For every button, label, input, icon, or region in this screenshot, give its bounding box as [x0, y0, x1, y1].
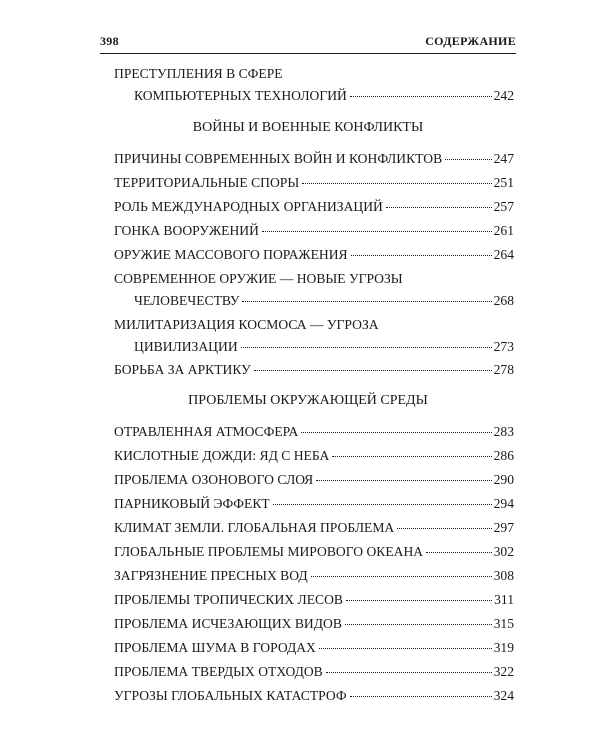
dot-leader — [311, 575, 492, 577]
toc-page-ref: 302 — [493, 544, 514, 559]
toc-entry[interactable] — [114, 424, 514, 440]
toc-page-ref: 322 — [493, 664, 514, 679]
dot-leader — [397, 527, 491, 529]
toc-entry-title: ОРУЖИЕ МАССОВОГО ПОРАЖЕНИЯ — [114, 247, 348, 262]
toc-entry-line1 — [114, 271, 514, 287]
dot-leader — [351, 254, 492, 256]
dot-leader — [386, 206, 492, 208]
toc-entry-top-line1 — [114, 66, 514, 82]
toc-entry-title: ПАРНИКОВЫЙ ЭФФЕКТ — [114, 496, 270, 511]
toc-entry[interactable] — [134, 339, 514, 355]
toc-page-ref: 308 — [493, 568, 514, 583]
toc-page-ref: 261 — [493, 223, 514, 238]
dot-leader — [273, 503, 492, 505]
toc-page-ref: 297 — [493, 520, 514, 535]
toc-entry[interactable] — [114, 448, 514, 464]
toc-entry[interactable] — [114, 151, 514, 167]
toc-entry[interactable] — [114, 175, 514, 191]
dot-leader — [426, 551, 491, 553]
toc-page-ref: 247 — [493, 151, 514, 166]
dot-leader — [301, 431, 491, 433]
dot-leader — [241, 346, 492, 348]
toc-entry-title: ПРОБЛЕМА ТВЕРДЫХ ОТХОДОВ — [114, 664, 323, 679]
toc-entry-title: УГРОЗЫ ГЛОБАЛЬНЫХ КАТАСТРОФ — [114, 688, 347, 703]
toc-entry-title: ПРИЧИНЫ СОВРЕМЕННЫХ ВОЙН И КОНФЛИКТОВ — [114, 151, 443, 166]
toc-entry-title: КИСЛОТНЫЕ ДОЖДИ: ЯД С НЕБА — [114, 448, 330, 463]
dot-leader — [350, 695, 492, 697]
dot-leader — [346, 599, 492, 601]
toc-entry-title: БОРЬБА ЗА АРКТИКУ — [114, 362, 251, 377]
dot-leader — [445, 158, 491, 160]
toc-entry-line1 — [114, 317, 514, 333]
toc-entry-title: ПРОБЛЕМЫ ТРОПИЧЕСКИХ ЛЕСОВ — [114, 592, 343, 607]
toc-page-ref: 278 — [493, 362, 514, 377]
toc-page-ref: 251 — [493, 175, 514, 190]
toc-entry[interactable] — [114, 223, 514, 239]
toc-page-ref: 311 — [494, 592, 514, 607]
toc-page-ref: 324 — [493, 688, 514, 703]
toc-entry-title: ПРОБЛЕМА ОЗОНОВОГО СЛОЯ — [114, 472, 314, 487]
toc-entry[interactable] — [114, 568, 514, 584]
toc-entry[interactable] — [114, 640, 514, 656]
section-heading-environment: ПРОБЛЕМЫ ОКРУЖАЮЩЕЙ СРЕДЫ — [188, 393, 428, 408]
toc-entry-title: ПРОБЛЕМА ИСЧЕЗАЮЩИХ ВИДОВ — [114, 616, 342, 631]
dot-leader — [319, 647, 492, 649]
running-header — [100, 34, 516, 49]
toc-entry-title: ПРОБЛЕМА ШУМА В ГОРОДАХ — [114, 640, 316, 655]
toc-entry-title: КЛИМАТ ЗЕМЛИ. ГЛОБАЛЬНАЯ ПРОБЛЕМА — [114, 520, 395, 535]
toc-entry[interactable] — [114, 362, 514, 378]
toc-entry-title: ТЕРРИТОРИАЛЬНЫЕ СПОРЫ — [114, 175, 300, 190]
toc-entry-title-cont: ЦИВИЛИЗАЦИИ — [134, 339, 238, 354]
toc-page-ref: 264 — [493, 247, 514, 262]
toc-page-ref: 257 — [493, 199, 514, 214]
toc-page-ref: 268 — [493, 293, 514, 308]
toc-entry[interactable] — [134, 293, 514, 309]
toc-entry-title-cont: КОМПЬЮТЕРНЫХ ТЕХНОЛОГИЙ — [134, 88, 347, 103]
page-number: 398 — [100, 34, 119, 48]
dot-leader — [262, 230, 492, 232]
toc-entry-title: ГОНКА ВООРУЖЕНИЙ — [114, 223, 259, 238]
dot-leader — [254, 369, 492, 371]
toc-entry[interactable] — [114, 199, 514, 215]
toc-entry-title: ПРЕСТУПЛЕНИЯ В СФЕРЕ — [114, 66, 283, 81]
toc-entry-title: МИЛИТАРИЗАЦИЯ КОСМОСА — УГРОЗА — [114, 317, 379, 332]
dot-leader — [350, 95, 492, 97]
toc-entry[interactable] — [114, 247, 514, 263]
header-rule — [100, 53, 516, 54]
section-heading-wars: ВОЙНЫ И ВОЕННЫЕ КОНФЛИКТЫ — [192, 120, 424, 135]
toc-entry[interactable] — [114, 520, 514, 536]
dot-leader — [316, 479, 491, 481]
toc-page-ref: 283 — [493, 424, 514, 439]
dot-leader — [326, 671, 492, 673]
toc-entry[interactable] — [114, 616, 514, 632]
toc-entry[interactable] — [114, 496, 514, 512]
dot-leader — [332, 455, 491, 457]
toc-entry-top[interactable] — [134, 88, 514, 104]
toc-entry-title: ЗАГРЯЗНЕНИЕ ПРЕСНЫХ ВОД — [114, 568, 308, 583]
toc-entry-title: ОТРАВЛЕННАЯ АТМОСФЕРА — [114, 424, 299, 439]
toc-entry[interactable] — [114, 472, 514, 488]
toc-entry-title: СОВРЕМЕННОЕ ОРУЖИЕ — НОВЫЕ УГРОЗЫ — [114, 271, 403, 286]
toc-page-ref: 273 — [493, 339, 514, 354]
toc-entry-title-cont: ЧЕЛОВЕЧЕСТВУ — [134, 293, 240, 308]
toc-page-ref: 286 — [493, 448, 514, 463]
toc-entry[interactable] — [114, 664, 514, 680]
toc-page-ref: 242 — [493, 88, 514, 103]
toc-entry[interactable] — [114, 544, 514, 560]
toc-page-ref: 315 — [493, 616, 514, 631]
toc-page-ref: 319 — [493, 640, 514, 655]
toc-entry-title: ГЛОБАЛЬНЫЕ ПРОБЛЕМЫ МИРОВОГО ОКЕАНА — [114, 544, 424, 559]
toc-page-ref: 290 — [493, 472, 514, 487]
dot-leader — [302, 182, 491, 184]
toc-entry-title: РОЛЬ МЕЖДУНАРОДНЫХ ОРГАНИЗАЦИЙ — [114, 199, 383, 214]
dot-leader — [345, 623, 492, 625]
dot-leader — [242, 300, 491, 302]
running-title: СОДЕРЖАНИЕ — [425, 34, 516, 48]
toc-entry[interactable] — [114, 592, 514, 608]
toc-page-ref: 294 — [493, 496, 514, 511]
toc-entry[interactable] — [114, 688, 514, 704]
